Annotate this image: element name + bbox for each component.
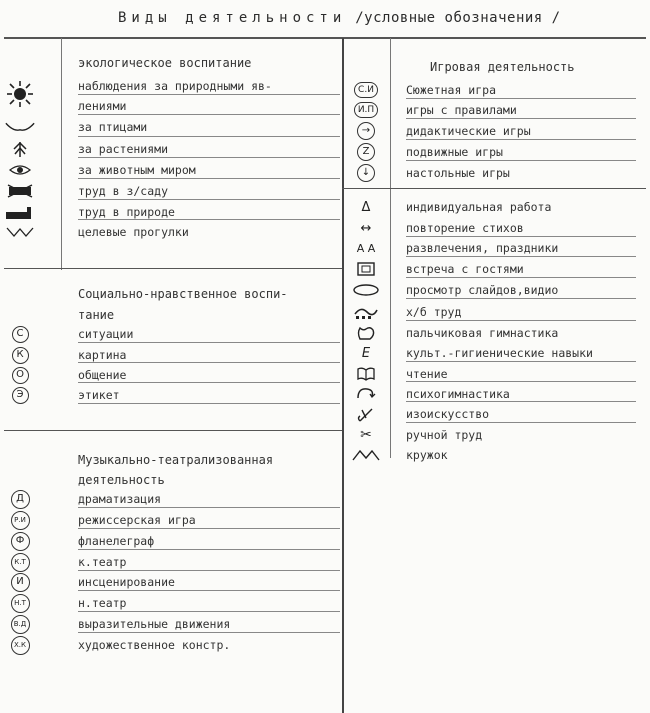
- underline: [406, 422, 636, 423]
- garden-work-icon: [4, 181, 36, 201]
- curl-icon: [346, 384, 386, 404]
- underline: [406, 361, 636, 362]
- underline: [406, 139, 636, 140]
- director-game-icon: Р.И: [4, 510, 36, 530]
- underline: [406, 277, 636, 278]
- brush-icon: [346, 404, 386, 424]
- underline: [78, 590, 340, 591]
- sun-icon: [4, 84, 36, 104]
- puppet-theatre-icon: К.Т: [4, 552, 36, 572]
- underline: [406, 298, 636, 299]
- underline: [78, 632, 340, 633]
- didactic-game-icon: →: [346, 121, 386, 141]
- underline: [406, 320, 636, 321]
- underline: [78, 549, 340, 550]
- etiquette-icon: Э: [4, 385, 36, 405]
- table-theatre-icon: Н.Т: [4, 593, 36, 613]
- underline: [78, 157, 340, 158]
- holidays-icon: А А: [356, 241, 376, 255]
- underline: [78, 570, 340, 571]
- left-rule-1: [4, 268, 342, 269]
- flannelgraph-icon: Ф: [4, 531, 36, 551]
- social-header-line-2: тание: [78, 308, 115, 322]
- picture-icon: К: [4, 345, 36, 365]
- music-header-line-1: Музыкально-театрализованная: [78, 453, 274, 467]
- underline: [78, 507, 340, 508]
- underline: [406, 98, 636, 99]
- art-construction-icon: Х.К: [4, 635, 36, 655]
- underline: [78, 611, 340, 612]
- rules-game-icon: И.П: [346, 100, 386, 120]
- underline: [406, 160, 636, 161]
- underline: [78, 199, 340, 200]
- underline: [78, 178, 340, 179]
- zigzag-icon: [346, 445, 386, 465]
- underline: [406, 118, 636, 119]
- bird-icon: [4, 117, 36, 137]
- staging-icon: И: [4, 572, 36, 592]
- underline: [78, 136, 340, 137]
- repeat-poems-icon: ↔: [360, 220, 372, 236]
- story-game-icon: С.И: [346, 80, 386, 100]
- column-separator-left: [61, 38, 62, 270]
- underline: [78, 114, 340, 115]
- underline: [406, 256, 636, 257]
- individual-work-icon: Δ: [361, 199, 371, 215]
- hygiene-icon: Е: [361, 345, 371, 361]
- underline: [78, 219, 340, 220]
- plant-icon: [4, 139, 36, 159]
- underline: [78, 403, 340, 404]
- left-rule-2: [4, 430, 342, 431]
- icon-separator: [390, 38, 391, 458]
- title-suffix: /условные обозначения /: [355, 10, 561, 26]
- underline: [78, 362, 340, 363]
- underline: [78, 342, 340, 343]
- communication-icon: О: [4, 365, 36, 385]
- underline: [78, 94, 340, 95]
- underline: [78, 382, 340, 383]
- column-separator: [342, 38, 344, 713]
- top-rule: [4, 37, 646, 39]
- underline: [78, 528, 340, 529]
- frame-icon: [346, 259, 386, 279]
- dramatization-icon: Д: [4, 489, 36, 509]
- music-header-line-2: деятельность: [78, 473, 165, 487]
- book-icon: [346, 364, 386, 384]
- right-rule-1: [342, 188, 646, 189]
- oval-icon: [346, 280, 386, 300]
- nature-work-icon: [4, 202, 36, 222]
- situation-icon: С: [4, 324, 36, 344]
- eco-header: экологическое воспитание: [78, 56, 252, 70]
- list-item: наблюдения за природными яв-: [0, 76, 340, 96]
- page-title: [118, 10, 561, 26]
- film-icon: [346, 302, 386, 322]
- expressive-movement-icon: В.Д: [4, 614, 36, 634]
- underline: [406, 236, 636, 237]
- underline: [406, 381, 636, 382]
- hand-icon: [346, 323, 386, 343]
- board-game-icon: ↓: [346, 163, 386, 183]
- eye-icon: [4, 160, 36, 180]
- walk-icon: [4, 222, 36, 242]
- title-prefix: Виды деятельности: [118, 10, 347, 26]
- outdoor-game-icon: Z: [346, 142, 386, 162]
- social-header-line-1: Социально-нравственное воспи-: [78, 287, 288, 301]
- scissors-icon: ✂: [360, 427, 372, 443]
- underline: [406, 401, 636, 402]
- games-header: Игровая деятельность: [430, 60, 575, 74]
